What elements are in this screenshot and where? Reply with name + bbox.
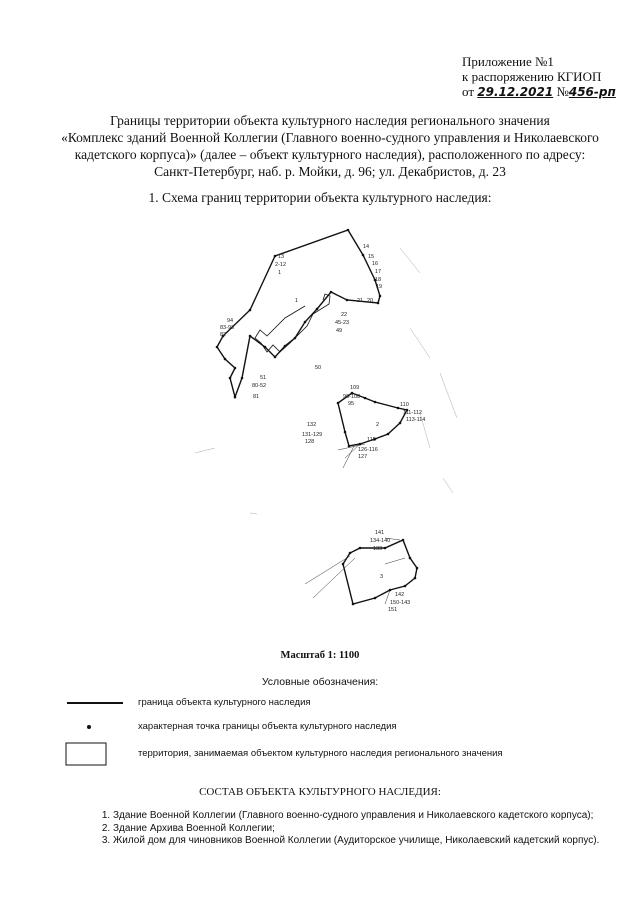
number-prefix: № [556,84,569,99]
point-label: 110 [400,402,409,408]
point-label: 95 [348,401,355,407]
point-label: 128 [305,439,315,445]
point-label: 51 [260,375,267,381]
point-label: 13 [278,254,285,260]
appendix-block [462,54,616,100]
point-label: 2-12 [275,262,287,268]
point-label: 133 [373,546,383,552]
point-label: 132 [307,422,317,428]
composition-list [95,810,623,848]
point-label: 131-129 [302,432,323,438]
date-prefix: от [462,84,475,99]
boundary-point [364,397,367,400]
appendix-line2: к распоряжению КГИОП [462,69,602,84]
point-label: 16 [372,261,379,267]
legend-boundary-text: граница объекта культурного наследия [138,697,311,708]
point-label: 96-108 [343,394,361,400]
boundary-point [359,443,362,446]
legend-point-symbol [65,720,125,734]
boundary-points [216,229,419,606]
boundary-point [399,422,402,425]
point-label: 21 [357,298,364,304]
point-label: 45-23 [335,320,350,326]
point-label: 22 [341,312,348,318]
legend-territory [50,742,610,772]
building-outline-1 [255,294,330,352]
point-label: 141 [375,530,385,536]
boundary-point [362,254,365,257]
boundary-point [330,291,333,294]
boundary-point [346,299,349,302]
legend-title: Условные обозначения: [261,676,379,688]
point-label: 113-114 [406,417,426,423]
boundary-point [349,552,352,555]
point-label: 142 [395,592,405,598]
appendix-date: 29.12.2021 [477,85,554,99]
boundary-point [294,337,297,340]
point-label: 127 [358,454,368,460]
point-label: 18 [375,277,382,283]
legend-territory-symbol [65,742,129,768]
area-label-3: 3 [380,574,384,580]
boundary-point [404,585,407,588]
point-label: 82 [220,332,227,338]
point-label: 83-93 [220,325,235,331]
boundary-point [416,567,419,570]
boundary-point [374,597,377,600]
document-title [40,112,620,180]
legend-point [50,718,610,744]
section-1-heading: 1. Схема границ территории объекта культурного наследия: [148,190,492,205]
boundary-point [274,356,277,359]
boundary-point [374,401,377,404]
point-label: 151 [388,607,398,613]
composition-item-2: 2. Здание Архива Военной Коллегии; [113,823,623,836]
point-label: 50 [315,365,322,371]
area-label-1: 1 [295,298,299,304]
appendix-date-line [462,84,616,100]
boundary-area-1 [217,230,383,397]
legend-boundary-symbol [65,696,125,710]
boundary-point [249,335,252,338]
boundary-point [348,445,351,448]
boundary-point [274,255,277,258]
boundary-point [337,402,340,405]
boundary-point [414,577,417,580]
boundary-point [402,539,405,542]
appendix-number: 456-рп [568,85,616,99]
boundary-point [387,433,390,436]
point-label: 109 [350,385,360,391]
boundary-point [409,557,412,560]
point-label: 15 [368,254,375,260]
point-label: 150-143 [390,600,411,606]
point-label: 111-112 [403,410,422,416]
legend-point-text: характерная точка границы объекта культурного наследия [138,721,397,732]
background-lines [195,248,457,514]
title-line3: кадетского корпуса)» (далее – объект культурного наследия), расположенного по адресу: [74,147,586,162]
point-label: 126-116 [358,447,378,453]
boundary-point [241,377,244,380]
boundary-point [304,321,307,324]
point-label: 81 [253,394,260,400]
boundary-point [264,346,267,349]
boundary-point [347,229,350,232]
point-label: 80-52 [252,383,267,389]
boundary-point [224,358,227,361]
boundary-point [342,563,345,566]
scale-label: Масштаб 1: 1100 [280,650,360,661]
site-plan [195,218,475,618]
point-label: 94 [227,318,234,324]
point-label: 19 [376,284,383,290]
boundary-point [359,547,362,550]
boundary-point [249,309,252,312]
point-label: 1 [278,270,282,276]
boundary-point [384,547,387,550]
boundary-point [389,589,392,592]
composition-item-1: 1. Здание Военной Коллегии (Главного военно-судного управления и Николаевского кадетского корпуса); [113,810,623,823]
title-line1: Границы территории объекта культурного наследия регионального значения [110,113,550,128]
leader-lines [305,444,405,604]
title-line2: «Комплекс зданий Военной Коллегии (Главного военно-судного управления и Николаевского [61,130,599,145]
legend-territory-text: территория, занимаемая объектом культурного наследия регионального значения [138,748,503,759]
boundary-point [344,431,347,434]
composition-title: СОСТАВ ОБЪЕКТА КУЛЬТУРНОГО НАСЛЕДИЯ: [199,786,441,798]
point-label: 134-140 [370,538,391,544]
point-label: 49 [336,328,343,334]
boundary-point [229,377,232,380]
boundary-point [234,396,237,399]
point-label: 20 [367,298,374,304]
boundary-point [284,345,287,348]
boundary-point [377,302,380,305]
boundary-point [397,407,400,410]
point-label: 14 [363,244,370,250]
area-label-2: 2 [376,422,380,428]
boundary-point [316,308,319,311]
legend-boundary [50,694,610,720]
title-line4: Санкт-Петербург, наб. р. Мойки, д. 96; ул. Декабристов, д. 23 [154,164,506,179]
point-label: 115 [367,437,376,443]
point-label: 17 [375,269,382,275]
boundary-point [234,367,237,370]
boundary-point [352,603,355,606]
boundary-point [216,346,219,349]
composition-item-3: 3. Жилой дом для чиновников Военной Коллегии (Аудиторское училище, Николаевский кадетский корпус). [113,835,623,848]
appendix-line1: Приложение №1 [462,54,554,69]
boundary-point [379,295,382,298]
